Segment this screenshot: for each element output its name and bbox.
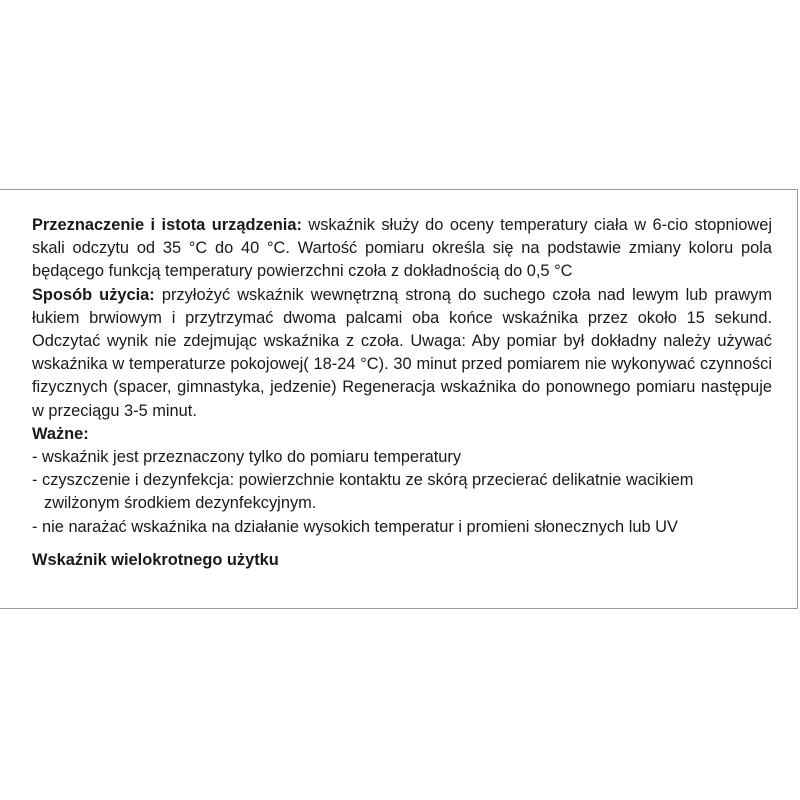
list-item: - wskaźnik jest przeznaczony tylko do pomiaru temperatury [32,448,462,467]
list-item: - nie narażać wskaźnika na działanie wysokich temperatur i promieni słonecznych lub UV [32,517,678,536]
product-label [0,189,798,609]
usage-text: przyłożyć wskaźnik wewnętrzną stroną do suchego czoła nad lewym lub prawym łukiem brwiowym i przytrzymać dwoma palcami oba końce wskaźnika przez około 15 sekund. Odczytać wynik nie zdejmując wskaźnika z czoła. Uwaga: Aby pomiar był dokładny należy używać wskaźnika w temperaturze pokojowej( 18-24 °C). 30 minut przed pomiarem nie wykonywać czynności fizycznych (spacer, gimnastyka, jedzenie) Regeneracja wskaźnika do ponownego pomiaru następuje w przeciągu 3-5 minut. [32,285,772,420]
important-heading: Ważne: [32,424,89,443]
important-list [32,446,772,539]
purpose-text: wskaźnik służy do oceny temperatury ciała w 6-cio stopniowej skali odczytu od 35 °C do 40 °C. Wartość pomiaru określa się na podstawie zmiany koloru pola będącego funkcją temperatury powierzchni czoła z dokładnością do 0,5 °C [32,216,772,281]
list-item: - czyszczenie i dezynfekcja: powierzchnie kontaktu ze skórą przecierać delikatnie wacikiem zwilżonym środkiem dezynfekcyjnym. [32,471,694,513]
usage-paragraph [32,284,772,423]
usage-heading: Sposób użycia: [32,285,155,304]
purpose-heading: Przeznaczenie i istota urządzenia: [32,216,302,234]
label-content [32,214,772,572]
purpose-paragraph [32,214,772,284]
reusable-note: Wskaźnik wielokrotnego użytku [32,550,279,569]
